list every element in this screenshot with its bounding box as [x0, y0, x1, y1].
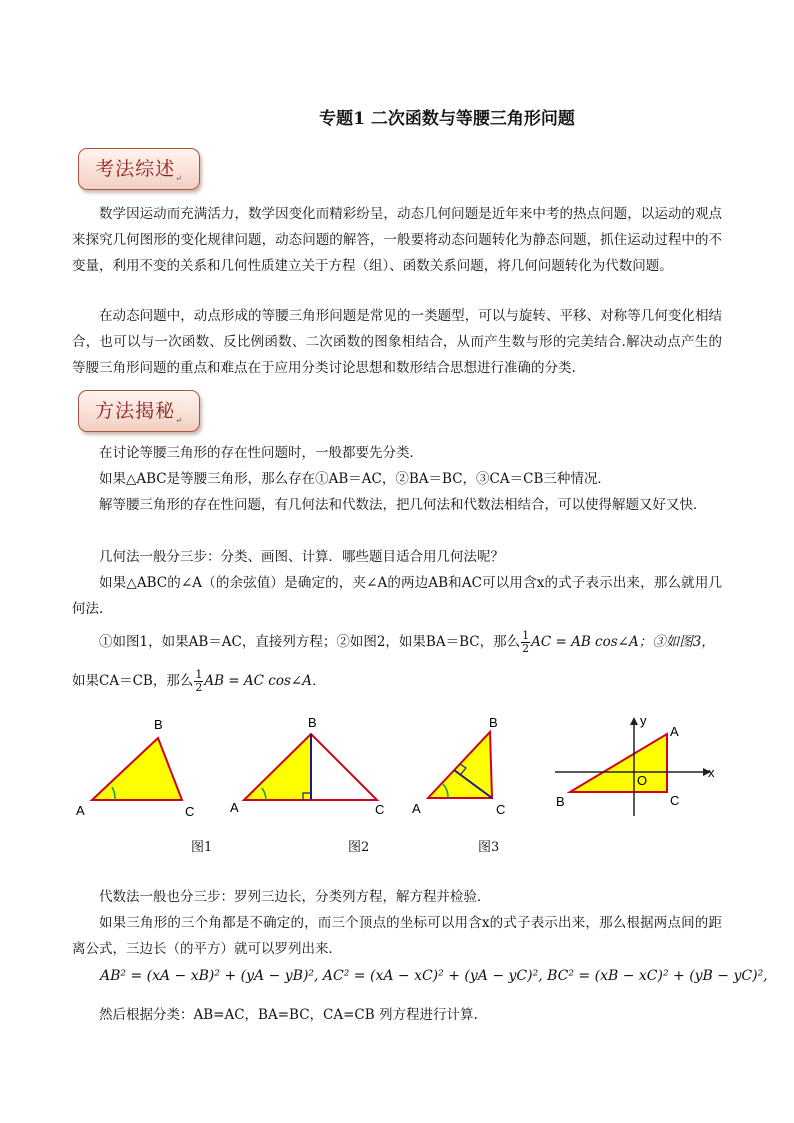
overview-paragraph-2: 在动态问题中，动点形成的等腰三角形问题是常见的一类题型，可以与旋转、平移、对称等几何变化相结合，也可以与一次函数、反比例函数、二次函数的图象相结合，从而产生数与形的完美结合.解决动点产生的等腰三角形问题的重点和难点在于应用分类讨论思想和数形结合思想进行准确的分类.	[72, 308, 722, 376]
fraction-denominator: 2	[195, 681, 203, 694]
method-line-4: 几何法一般分三步：分类、画图、计算．哪些题目适合用几何法呢？	[99, 549, 504, 565]
method-line-3: 解等腰三角形的存在性问题，有几何法和代数法，把几何法和代数法相结合，可以使得解题又好又快．	[99, 497, 707, 513]
line-6-start: ①如图1，如果AB＝AC，直接列方程；②如图2，如果BA＝BC，那么	[99, 634, 521, 650]
caption-fig3: 图3	[478, 840, 500, 855]
triangle-fig1	[92, 738, 182, 800]
method-line-2: 如果△ABC是等腰三角形，那么存在①AB＝AC，②BA＝BC，③CA＝CB三种情况．	[99, 471, 611, 487]
label-B: B	[556, 794, 565, 809]
label-A: A	[412, 801, 421, 816]
label-O: O	[637, 773, 648, 788]
line-7-end: AB = AC cos∠A．	[204, 673, 326, 689]
overview-paragraph-1: 数学因运动而充满活力，数学因变化而精彩纷呈，动态几何问题是近年来中考的热点问题，以运动的观点来探究几何图形的变化规律问题，动态问题的解答，一般要将动态问题转化为静态问题，抓住运动过程中的不变量，利用不变的关系和几何性质建立关于方程（组）、函数关系问题，将几何问题转化为代数问题。	[72, 206, 722, 274]
triangle-fig3	[428, 732, 492, 798]
label-A: A	[670, 724, 679, 739]
line-7-start: 如果CA＝CB，那么	[72, 673, 194, 689]
label-B: B	[489, 715, 498, 730]
figure-2	[230, 715, 384, 817]
badge-label: 考法综述	[95, 158, 176, 180]
caption-fig1: 图1	[191, 840, 213, 855]
method-line-7	[72, 666, 732, 696]
triangle-fig4	[570, 734, 667, 792]
y-axis-arrow-icon	[630, 717, 638, 725]
label-A: A	[76, 803, 85, 818]
figure-1	[76, 717, 194, 819]
method-line-5: 如果△ABC的∠A（的余弦值）是确定的，夹∠A的两边AB和AC可以用含x的式子表示出来，那么就用几何法．	[72, 575, 722, 617]
label-C: C	[185, 804, 195, 819]
algebra-line-1: 代数法一般也分三步：罗列三边长，分类列方程，解方程并检验．	[99, 889, 491, 905]
method-line-1: 在讨论等腰三角形的存在性问题时，一般都要先分类．	[99, 445, 423, 461]
label-x: x	[708, 765, 715, 780]
badge-label: 方法揭秘	[95, 400, 176, 422]
page-title: 专题1 二次函数与等腰三角形问题	[319, 109, 575, 129]
fraction-denominator: 2	[522, 642, 530, 655]
label-B: B	[154, 717, 163, 732]
fraction-numerator: 1	[522, 629, 530, 642]
figure-4-coordinate	[555, 713, 715, 816]
figures-row	[70, 712, 730, 827]
fraction-half	[194, 669, 203, 694]
line-6-end: AC = AB cos∠A；③如图3，	[531, 634, 715, 650]
label-C: C	[496, 802, 506, 817]
distance-formula: AB² = (xA − xB)² + (yA − yB)², AC² = (xA − xC)² + (yA − yC)², BC² = (xB − xC)² + (yB − yC)²,	[100, 968, 768, 984]
paragraph-mark: ↵	[175, 416, 183, 425]
label-B: B	[308, 715, 317, 730]
algebra-line-2: 如果三角形的三个角都是不确定的，而三个顶点的坐标可以用含x的式子表示出来，那么根据两点间的距离公式，三边长（的平方）就可以罗列出来．	[72, 915, 722, 957]
label-A: A	[230, 800, 239, 815]
algebra-line-3: 然后根据分类：AB=AC，BA=BC，CA=CB 列方程进行计算.	[99, 1007, 478, 1023]
label-C: C	[375, 802, 385, 817]
figure-3	[412, 715, 505, 817]
label-y: y	[640, 713, 647, 728]
label-C: C	[670, 793, 680, 808]
fraction-numerator: 1	[195, 668, 203, 681]
section-badge-overview	[78, 148, 200, 190]
paragraph-mark: ↵	[175, 174, 183, 183]
section-badge-method	[78, 390, 200, 432]
method-line-6	[72, 627, 759, 657]
caption-fig2: 图2	[348, 840, 370, 855]
fraction-half	[521, 630, 530, 655]
